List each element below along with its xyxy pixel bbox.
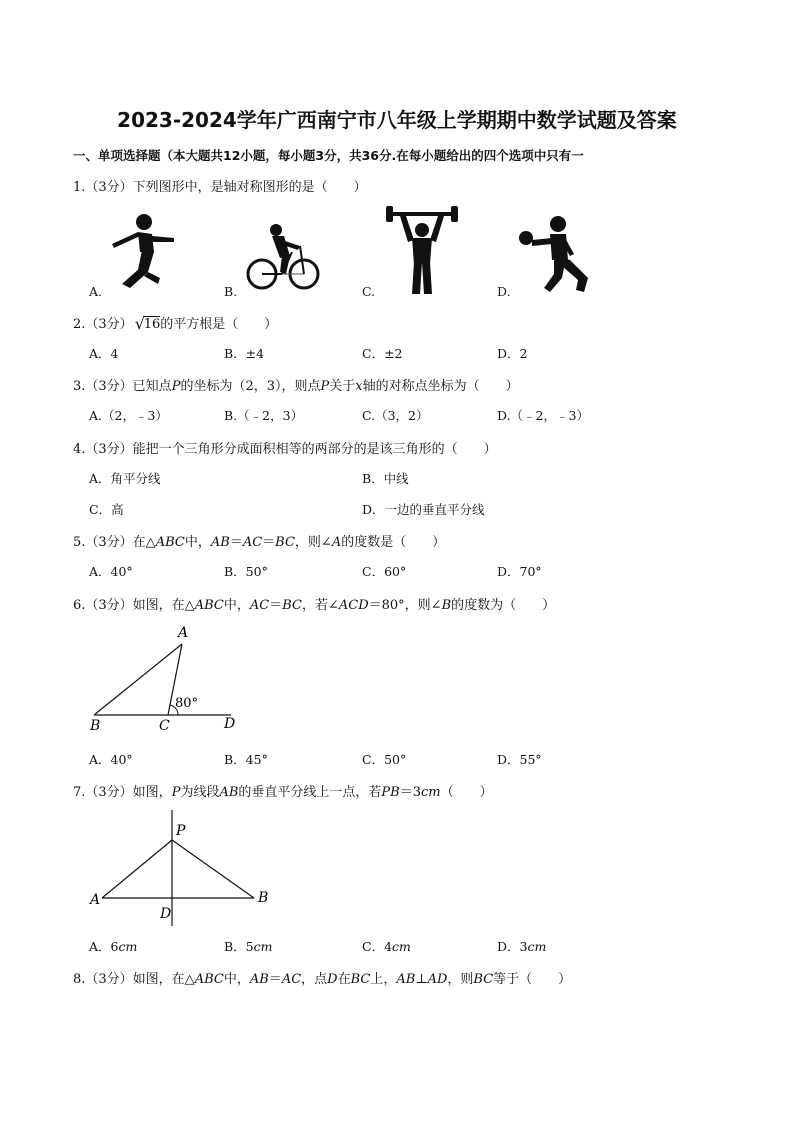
question-2-stem [73, 313, 277, 332]
q8-var-ad: AD [427, 972, 448, 987]
q2-option-a[interactable]: A．4 [89, 346, 119, 361]
question-3-stem [73, 375, 519, 394]
q6-var-abc: ABC [194, 598, 224, 613]
q2-option-d[interactable]: D．2 [497, 346, 528, 361]
q3-text-1: 3.（3分）已知点 [73, 379, 172, 394]
q5-text-4: ＝ [262, 535, 276, 550]
q8-text-1: 8.（3分）如图，在△ [73, 972, 195, 987]
q8-text-2: 中， [223, 972, 250, 987]
q6-var-ac: AC [249, 598, 270, 613]
q8-var-ab2: AB [396, 972, 416, 987]
q6-var-acd: ACD [338, 598, 369, 613]
q4-option-b[interactable]: B．中线 [362, 471, 409, 486]
label-p: P [176, 823, 186, 839]
label-b: B [258, 890, 269, 906]
q1-option-c[interactable]: C. [362, 284, 376, 299]
q2-suffix: 的平方根是（ ） [160, 317, 278, 332]
q1-option-a[interactable]: A. [89, 284, 103, 299]
q7-var-ab: AB [219, 785, 239, 800]
q8-var-bc2: BC [473, 972, 494, 987]
q2-option-b[interactable]: B．±4 [224, 346, 265, 361]
q5-var-ab: AB [210, 535, 230, 550]
q7-option-b-unit: cm [253, 939, 273, 954]
q7-option-a-label: A．6 [89, 939, 119, 954]
q5-var-ac: AC [242, 535, 263, 550]
label-c: C [159, 718, 170, 734]
q5-option-a[interactable]: A．40° [89, 564, 133, 579]
question-5-stem [73, 531, 445, 550]
q3-text-3: 关于 [329, 379, 356, 394]
q6-option-a[interactable]: A．40° [89, 752, 133, 767]
q7-option-d[interactable] [497, 937, 546, 955]
q3-var-p: P [171, 379, 181, 394]
q6-var-b: B [441, 598, 452, 613]
q3-text-2: 的坐标为（2，3），则点 [180, 379, 321, 394]
page-title: 2023-2024学年广西南宁市八年级上学期期中数学试题及答案 [117, 108, 677, 132]
q8-text-9: 等于（ ） [493, 972, 572, 987]
q7-text-2: 为线段 [180, 785, 220, 800]
q6-option-d[interactable]: D．55° [497, 752, 542, 767]
q7-bisector-figure [86, 806, 276, 930]
q7-text-4: ＝3 [399, 785, 422, 800]
q7-option-d-label: D．3 [497, 939, 528, 954]
q8-text-5: 在 [337, 972, 351, 987]
q8-text-4: ，点 [301, 972, 328, 987]
q7-text-1: 7.（3分）如图， [73, 785, 172, 800]
q6-var-bc: BC [282, 598, 302, 613]
q5-var-bc: BC [275, 535, 295, 550]
q5-text-2: 中， [184, 535, 211, 550]
question-1-stem: 1.（3分）下列图形中，是轴对称图形的是（ ） [73, 180, 367, 195]
q3-option-b[interactable]: B.（﹣2，3） [224, 408, 304, 423]
q3-var-p2: P [320, 379, 330, 394]
q3-var-x: x [355, 379, 363, 394]
q5-option-c[interactable]: C．60° [362, 564, 407, 579]
label-angle-80: 80° [175, 696, 199, 711]
figure-volleyball-player [518, 214, 590, 294]
radical-sign: √ [134, 314, 145, 333]
figure-runner [108, 212, 178, 294]
question-7-stem [73, 781, 493, 800]
q7-option-a[interactable] [89, 937, 137, 955]
q7-text-5: （ ） [440, 785, 493, 800]
q8-var-bc: BC [350, 972, 371, 987]
q5-text-3: ＝ [229, 535, 243, 550]
q6-text-2: 中， [223, 598, 250, 613]
q7-option-b-label: B．5 [224, 939, 254, 954]
q7-text-3: 的垂直平分线上一点，若 [238, 785, 382, 800]
q6-option-b[interactable]: B．45° [224, 752, 268, 767]
q7-option-b[interactable] [224, 937, 273, 955]
q8-text-3: ＝ [268, 972, 282, 987]
segment-pb [172, 840, 254, 898]
q3-option-d[interactable]: D.（﹣2，﹣3） [497, 408, 589, 423]
segment-ab [94, 644, 182, 715]
q8-text-8: ，则 [447, 972, 474, 987]
q2-radicand: 16 [143, 317, 161, 332]
sqrt-symbol [134, 314, 161, 333]
q8-var-ac: AC [281, 972, 302, 987]
label-b: B [90, 718, 101, 734]
q4-option-c[interactable]: C．高 [89, 502, 124, 517]
q6-text-4: ，若∠ [301, 598, 339, 613]
q7-option-a-unit: cm [118, 939, 138, 954]
figure-weightlifter [386, 206, 458, 298]
label-a: A [90, 892, 101, 908]
q5-option-b[interactable]: B．50° [224, 564, 268, 579]
q4-option-d[interactable]: D．一边的垂直平分线 [362, 502, 485, 517]
q7-option-c-unit: cm [392, 939, 411, 954]
q2-option-c[interactable]: C．±2 [362, 346, 403, 361]
q5-text-1: 5.（3分）在△ [73, 535, 156, 550]
q3-option-a[interactable]: A.（2，﹣3） [89, 408, 168, 423]
q3-text-4: 轴的对称点坐标为（ ） [362, 379, 519, 394]
segment-pa [102, 840, 172, 898]
q5-option-d[interactable]: D．70° [497, 564, 542, 579]
q8-var-abc: ABC [194, 972, 224, 987]
q8-text-7: ⊥ [415, 972, 428, 987]
q5-text-6: 的度数是（ ） [341, 535, 446, 550]
q7-option-c[interactable] [362, 937, 411, 955]
q1-option-d[interactable]: D. [497, 284, 511, 299]
label-a: A [178, 625, 189, 641]
q6-text-5: ＝80°，则∠ [368, 598, 442, 613]
question-6-stem [73, 594, 555, 613]
label-d: D [160, 906, 172, 922]
question-4-stem: 4.（3分）能把一个三角形分成面积相等的两部分的是该三角形的（ ） [73, 442, 497, 457]
label-d: D [224, 716, 236, 732]
q7-unit: cm [421, 785, 441, 800]
q4-option-a[interactable]: A．角平分线 [89, 471, 161, 486]
q7-var-pb: PB [381, 785, 400, 800]
q1-option-b[interactable]: B. [224, 284, 238, 299]
question-8-stem [73, 968, 571, 987]
q6-triangle-figure [86, 622, 246, 738]
q5-var-abc: ABC [155, 535, 185, 550]
q5-var-a: A [331, 535, 342, 550]
q6-option-c[interactable]: C．50° [362, 752, 407, 767]
q7-option-c-label: C．4 [362, 939, 393, 954]
q6-text-6: 的度数为（ ） [451, 598, 556, 613]
q7-var-p: P [171, 785, 181, 800]
figure-cyclist [246, 222, 322, 294]
section-heading: 一、单项选择题（本大题共12小题，每小题3分，共36分.在每小题给出的四个选项中只有一 [73, 148, 584, 163]
q3-option-c[interactable]: C.（3，2） [362, 408, 429, 423]
q5-text-5: ，则∠ [294, 535, 332, 550]
q8-text-6: 上， [370, 972, 397, 987]
q6-text-3: ＝ [269, 598, 283, 613]
q2-prefix: 2.（3分） [73, 317, 133, 332]
q8-var-ab: AB [249, 972, 269, 987]
q6-text-1: 6.（3分）如图，在△ [73, 598, 195, 613]
q7-option-d-unit: cm [527, 939, 547, 954]
q8-var-d: D [327, 972, 338, 987]
